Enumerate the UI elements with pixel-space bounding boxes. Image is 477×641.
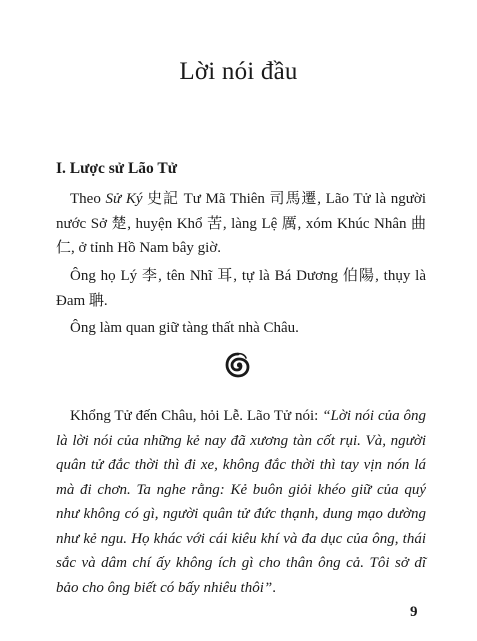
book-title-text: Sử Ký — [105, 191, 143, 207]
paragraph-text: . — [272, 579, 276, 596]
section-heading: I. Lược sử Lão Tử — [56, 160, 178, 177]
paragraph-text: Theo — [70, 191, 106, 207]
swirl-ornament-icon — [224, 351, 252, 379]
paragraph-biography-office: Ông làm quan giữ tàng thất nhà Châu. — [70, 320, 299, 336]
paragraph-text: 史記 Tư Mã Thiên 司馬遷, Lão Tử là người nước Sở 楚, huyện Khổ 苦, làng Lệ 厲, xóm Khúc Nhân 曲仁, ở tỉnh Hồ Nam bây giờ. — [56, 191, 427, 256]
paragraph-text: Khổng Tử đến Châu, hỏi Lễ. Lão Tử nói: — [70, 408, 323, 424]
page-number: 9 — [410, 604, 418, 620]
paragraph-biography-origin — [56, 187, 426, 261]
paragraph-confucius-meeting — [56, 404, 426, 600]
quotation-text: “Lời nói của ông là lời nói của những kẻ nay đã xương tàn cốt rụi. Và, người quân tử đắc thời thì đi xe, không đắc thời thì tay vịn nón lá mà đi chơn. Ta nghe rằng: Kẻ buôn giỏi khéo giữ của quý như không có gì, người quân tử đức thạnh, dung mạo dường như kẻ ngu. Họ khác với cái kiêu khí và đa dục của ông, thái sắc và dâm chí ấy không ích gì cho thân ông cả. Tôi sở dĩ bảo cho ông biết có bấy nhiêu thôi” — [56, 408, 427, 596]
page-title: Lời nói đầu — [179, 58, 298, 85]
paragraph-biography-name: Ông họ Lý 李, tên Nhĩ 耳, tự là Bá Dương 伯陽, thụy là Đam 聃. — [56, 268, 426, 309]
